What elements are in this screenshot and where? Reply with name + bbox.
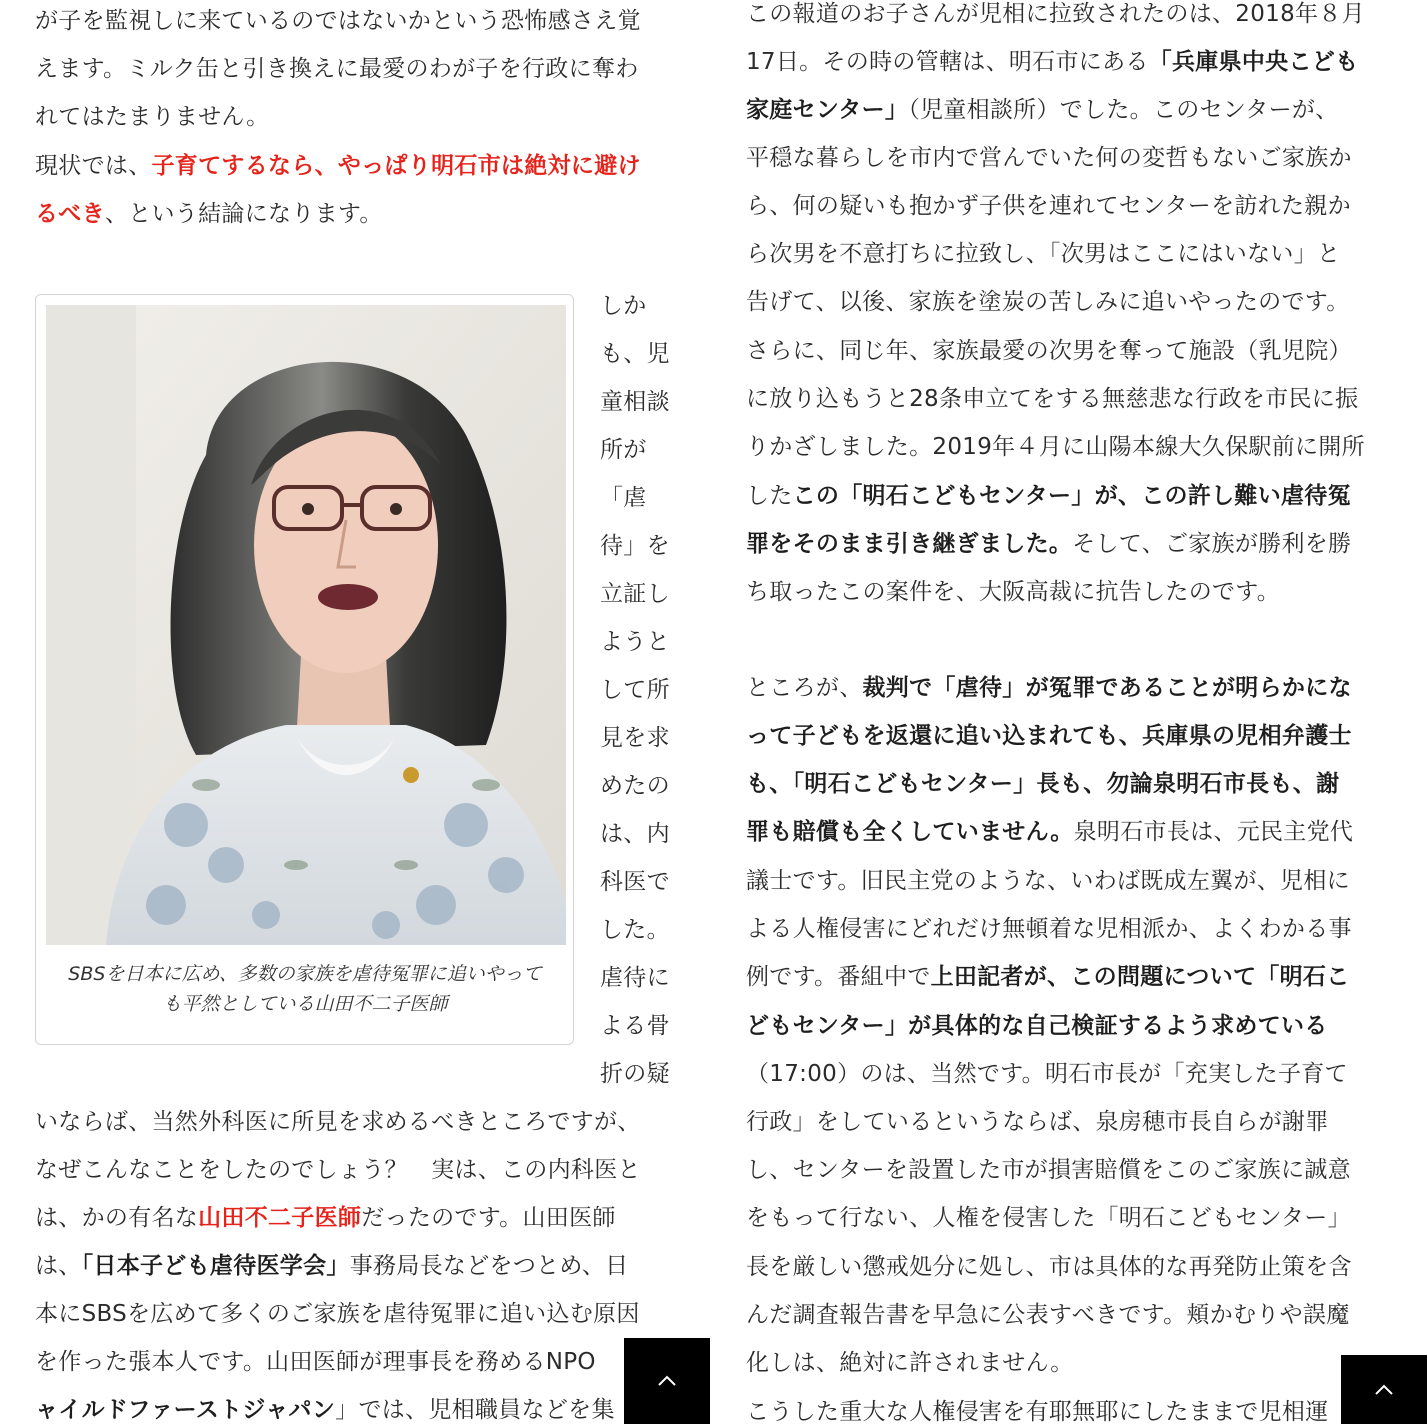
portrait-illustration [46,305,566,945]
narrow-line: して所 [600,677,670,703]
paragraph-line [746,520,1351,568]
narrow-line: も、児 [600,341,670,367]
paragraph-line: 本にSBSを広めて多くのご家族を虐待冤罪に追い込む原因 [35,1301,640,1327]
paragraph-line [35,1194,616,1242]
text-span: 現状では、 [35,153,152,179]
chevron-up-icon [656,1374,678,1388]
narrow-line: した。 [600,917,670,943]
text-span: 17日。その時の管轄は、明石市にある [746,49,1149,75]
narrow-line: しか [600,293,647,319]
left-article-column [0,0,712,1424]
text-span: だったのです。山田医師 [361,1205,616,1231]
paragraph-line: （17:00）のは、当然です。明石市長が「充実した子育て [746,1061,1348,1087]
narrow-line: 立証し [600,581,670,607]
highlight-text: るべき [35,201,105,227]
paragraph-line [35,1242,628,1290]
bold-text: ャイルドファーストジャパン [35,1397,336,1423]
paragraph-line [35,142,641,190]
chevron-up-icon [1373,1383,1395,1397]
scroll-to-top-button[interactable] [1341,1355,1427,1424]
paragraph-line [746,1002,1328,1050]
paragraph-line: 平穏な暮らしを市内で営んでいた何の変哲もないご家族か [746,145,1352,171]
narrow-line: は、内 [600,821,670,847]
narrow-line: 「虐 [600,485,647,511]
bold-text: 「日本子ども虐待医学会」 [81,1253,350,1279]
paragraph-line: れてはたまりません。 [35,104,270,130]
narrow-line: よる骨 [600,1013,670,1039]
paragraph-line [746,664,1352,712]
text-span: は、 [35,1253,82,1279]
paragraph-line: ら、何の疑いも抱かず子供を連れてセンターを訪れた親か [746,193,1351,219]
narrow-line: めたの [600,773,670,799]
bold-text: 罪も賠償も全くしていません。 [746,819,1074,845]
bold-text: この「明石こどもセンター」が、この許し難い虐待冤 [792,483,1351,509]
text-span: 事務局長などをつとめ、日 [349,1253,629,1279]
paragraph-line: に放り込もうと28条申立てをする無慈悲な行政を市民に振 [746,386,1359,412]
bold-text: 上田記者が、この問題について「明石こ [930,964,1350,990]
photo-caption [44,959,566,1019]
text-span: （児童相談所）でした。このセンターが、 [908,97,1339,123]
doctor-name-highlight: 山田不二子医師 [198,1205,362,1231]
paragraph-line [35,1386,615,1424]
paragraph-line: 長を厳しい懲戒処分に処し、市は具体的な再発防止策を含 [746,1254,1352,1280]
paragraph-line [746,472,1351,520]
paragraph-line: こうした重大な人権侵害を有耶無耶にしたままで児相運 [746,1399,1329,1424]
paragraph-line [746,86,1338,134]
narrow-line: 科医で [600,869,670,895]
paragraph-line: いならば、当然外科医に所見を求めるべきところですが、 [35,1109,641,1135]
paragraph-line: 行政」をしているというならば、泉房穂市長自らが謝罪 [746,1109,1329,1135]
paragraph-line: よる人権侵害にどれだけ無頓着な児相派か、よくわかる事 [746,916,1352,942]
text-span: ところが、 [746,675,863,701]
paragraph-line: えます。ミルク缶と引き換えに最愛のわが子を行政に奪わ [35,56,639,82]
bold-text: 裁判で「虐待」が冤罪であることが明らかにな [862,675,1352,701]
paragraph-line [35,190,383,238]
highlight-text: 子育てするなら、やっぱり明石市は絶対に避け [151,153,641,179]
text-span: した [746,483,793,509]
right-article-column [712,0,1427,1424]
bold-text: どもセンター」が具体的な自己検証するよう求めている [746,1013,1328,1039]
paragraph-line [746,760,1339,808]
paragraph-line: ら次男を不意打ちに拉致し、「次男はここにはいない」と [746,241,1341,267]
narrow-line: 見を求 [600,725,670,751]
scroll-to-top-button[interactable] [624,1338,710,1424]
paragraph-line: んだ調査報告書を早急に公表すべきです。頬かむりや誤魔 [746,1302,1350,1328]
narrow-line: 待」を [600,533,670,559]
text-span: は、かの有名な [35,1205,199,1231]
bold-text: 「兵庫県中央こども [1148,49,1359,75]
paragraph-line: りかざしました。2019年４月に山陽本線大久保駅前に開所 [746,434,1365,460]
paragraph-line [746,808,1353,856]
paragraph-line: を作った張本人です。山田医師が理事長を務めるNPO [35,1349,596,1375]
text-span: 例です。番組中で [746,964,931,990]
text-span: 、という結論になります。 [104,201,383,227]
caption-line: SBSを日本に広め、多数の家族を虐待冤罪に追いやって [68,963,542,985]
narrow-line: 折の疑 [600,1061,670,1087]
paragraph-line [746,953,1350,1001]
photo-figure [35,294,574,1045]
paragraph-line: ち取ったこの案件を、大阪高裁に抗告したのです。 [746,579,1281,605]
paragraph-line: をもって行ない、人権を侵害した「明石こどもセンター」 [746,1205,1351,1231]
narrow-line: ようと [600,629,670,655]
narrow-line: 童相談 [600,389,670,415]
paragraph-line: が子を監視しに来ているのではないかという恐怖感さえ覚 [35,8,641,34]
bold-text: 家庭センター」 [746,97,909,123]
text-span: 」では、児相職員などを集 [335,1397,615,1423]
bold-text: 罪をそのまま引き継ぎました。 [746,531,1073,557]
portrait-photo [46,305,566,945]
paragraph-line: し、センターを設置した市が損害賠償をこのご家族に誠意 [746,1157,1351,1183]
paragraph-line: 告げて、以後、家族を塗炭の苦しみに追いやったのです。 [746,289,1350,315]
bold-text: って子どもを返還に追い込まれても、兵庫県の児相弁護士 [746,723,1352,749]
narrow-line: 所が [600,437,647,463]
paragraph-line: なぜこんなことをしたのでしょう？ 実は、この内科医と [35,1157,641,1183]
paragraph-line [746,712,1352,760]
paragraph-line: この報道のお子さんが児相に拉致されたのは、2018年８月 [746,1,1365,27]
text-span: 泉明石市長は、元民主党代 [1073,819,1354,845]
caption-line: も平然としている山田不二子医師 [162,993,448,1015]
paragraph-line [746,38,1358,86]
text-span: そして、ご家族が勝利を勝 [1072,531,1352,557]
paragraph-line: 化しは、絶対に許されません。 [746,1350,1074,1376]
paragraph-line: 議士です。旧民主党のような、いわば既成左翼が、児相に [746,868,1350,894]
bold-text: も、「明石こどもセンター」長も、勿論泉明石市長も、謝 [746,771,1340,797]
narrow-line: 虐待に [600,965,670,991]
paragraph-line: さらに、同じ年、家族最愛の次男を奪って施設（乳児院） [746,338,1352,364]
